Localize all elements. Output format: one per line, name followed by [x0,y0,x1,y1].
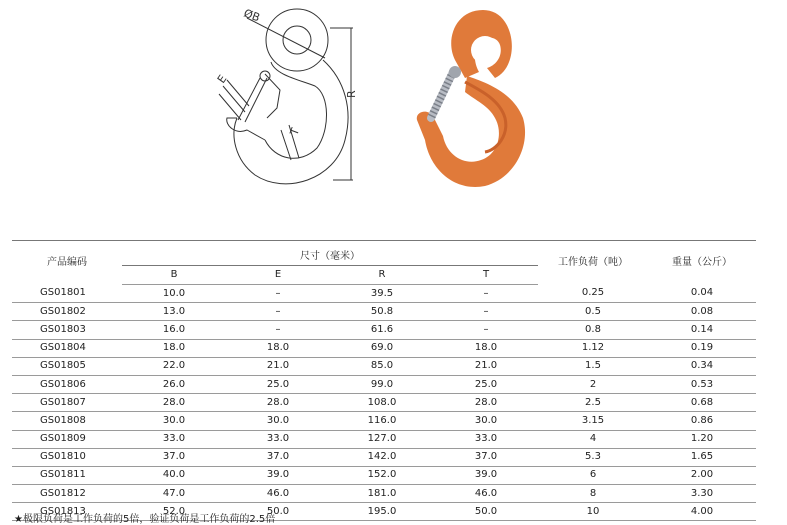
b-value-cell: 40.0 [122,466,226,484]
table-row [12,412,756,430]
weight-cell: 0.34 [648,357,756,375]
b-value-cell: 28.0 [122,394,226,412]
product-code-cell: GS01802 [12,303,122,321]
e-value-cell: 30.0 [226,412,330,430]
working-load-cell: 8 [538,485,648,503]
product-code-cell: GS01803 [12,321,122,339]
working-load-cell: 3.15 [538,412,648,430]
hook-eye-outline [266,9,328,71]
r-dimension-line [330,28,353,180]
working-load-cell: 0.5 [538,303,648,321]
t-value-cell: 28.0 [434,394,538,412]
b-value-cell: 16.0 [122,321,226,339]
working-load-cell: 4 [538,430,648,448]
working-load-cell: 1.5 [538,357,648,375]
header-working-load: 工作负荷（吨） [538,241,648,285]
r-value-cell: 195.0 [330,503,434,521]
r-value-cell: 142.0 [330,448,434,466]
weight-cell: 0.53 [648,375,756,393]
product-code-cell: GS01808 [12,412,122,430]
table-row [12,466,756,484]
t-value-cell: 18.0 [434,339,538,357]
weight-cell: 0.86 [648,412,756,430]
b-value-cell: 22.0 [122,357,226,375]
working-load-cell: 6 [538,466,648,484]
hook-dimension-diagram [205,0,375,200]
r-value-cell: 116.0 [330,412,434,430]
header-product-code: 产品编码 [12,241,122,285]
b-label: ØB [241,6,262,25]
latch-pivot-photo [449,66,461,78]
r-value-cell: 85.0 [330,357,434,375]
working-load-cell: 0.8 [538,321,648,339]
r-value-cell: 50.8 [330,303,434,321]
weight-cell: 1.65 [648,448,756,466]
working-load-cell: 5.3 [538,448,648,466]
table-row [12,357,756,375]
b-value-cell: 52.0 [122,503,226,521]
weight-cell: 0.68 [648,394,756,412]
e-value-cell: 25.0 [226,375,330,393]
e-value-cell: 37.0 [226,448,330,466]
header-e: E [226,266,330,285]
weight-cell: 0.14 [648,321,756,339]
working-load-cell: 0.25 [538,285,648,303]
b-value-cell: 13.0 [122,303,226,321]
latch-pivot [260,71,270,81]
table-row [12,430,756,448]
weight-cell: 0.19 [648,339,756,357]
product-code-cell: GS01807 [12,394,122,412]
table-row [12,339,756,357]
r-value-cell: 39.5 [330,285,434,303]
weight-cell: 3.30 [648,485,756,503]
hook-body-shape [417,76,525,187]
e-dimension-line [219,80,249,120]
t-value-cell: – [434,285,538,303]
r-value-cell: 99.0 [330,375,434,393]
t-value-cell: 21.0 [434,357,538,375]
table-row [12,303,756,321]
weight-cell: 4.00 [648,503,756,521]
r-value-cell: 152.0 [330,466,434,484]
header-dimensions: 尺寸（毫米） [122,241,538,266]
product-code-cell: GS01811 [12,466,122,484]
table-row [12,485,756,503]
r-value-cell: 61.6 [330,321,434,339]
b-value-cell: 30.0 [122,412,226,430]
working-load-cell: 1.12 [538,339,648,357]
specification-rows [12,285,756,521]
working-load-cell: 2 [538,375,648,393]
table-row [12,394,756,412]
hook-product-photo [405,0,545,200]
e-value-cell: 46.0 [226,485,330,503]
product-code-cell: GS01806 [12,375,122,393]
hook-outer-outline [234,60,348,184]
r-value-cell: 69.0 [330,339,434,357]
t-label: T [287,126,303,138]
r-value-cell: 181.0 [330,485,434,503]
e-value-cell: 39.0 [226,466,330,484]
product-code-cell: GS01809 [12,430,122,448]
r-label: R [345,90,358,98]
e-value-cell: 28.0 [226,394,330,412]
b-value-cell: 10.0 [122,285,226,303]
weight-cell: 0.04 [648,285,756,303]
b-value-cell: 37.0 [122,448,226,466]
product-code-cell: GS01813 [12,503,122,521]
load-note: ★极限负荷是工作负荷的5倍，验证负荷是工作负荷的2.5倍 [14,514,276,525]
table-row [12,285,756,303]
header-t: T [434,266,538,285]
t-value-cell: 39.0 [434,466,538,484]
product-code-cell: GS01812 [12,485,122,503]
t-value-cell: 25.0 [434,375,538,393]
hook-eye-hole [283,26,311,54]
safety-latch-outline [238,74,280,122]
t-value-cell: 50.0 [434,503,538,521]
e-value-cell: – [226,303,330,321]
table-row [12,375,756,393]
hook-eye-hole-photo [471,36,499,64]
e-value-cell: 21.0 [226,357,330,375]
product-code-cell: GS01801 [12,285,122,303]
r-value-cell: 127.0 [330,430,434,448]
b-value-cell: 47.0 [122,485,226,503]
t-value-cell: 46.0 [434,485,538,503]
b-value-cell: 33.0 [122,430,226,448]
b-value-cell: 26.0 [122,375,226,393]
r-value-cell: 108.0 [330,394,434,412]
b-value-cell: 18.0 [122,339,226,357]
weight-cell: 0.08 [648,303,756,321]
t-value-cell: – [434,303,538,321]
t-value-cell: – [434,321,538,339]
table-row [12,321,756,339]
header-r: R [330,266,434,285]
weight-cell: 1.20 [648,430,756,448]
working-load-cell: 10 [538,503,648,521]
working-load-cell: 2.5 [538,394,648,412]
product-code-cell: GS01810 [12,448,122,466]
e-value-cell: – [226,285,330,303]
product-code-cell: GS01805 [12,357,122,375]
weight-cell: 2.00 [648,466,756,484]
t-value-cell: 37.0 [434,448,538,466]
table-row [12,448,756,466]
specification-table [12,240,756,521]
e-value-cell: 50.0 [226,503,330,521]
e-value-cell: 18.0 [226,339,330,357]
header-weight: 重量（公斤） [648,241,756,285]
e-label: E [214,72,230,86]
b-dimension-line [247,18,325,58]
product-code-cell: GS01804 [12,339,122,357]
e-value-cell: – [226,321,330,339]
t-value-cell: 33.0 [434,430,538,448]
t-value-cell: 30.0 [434,412,538,430]
header-b: B [122,266,226,285]
e-value-cell: 33.0 [226,430,330,448]
